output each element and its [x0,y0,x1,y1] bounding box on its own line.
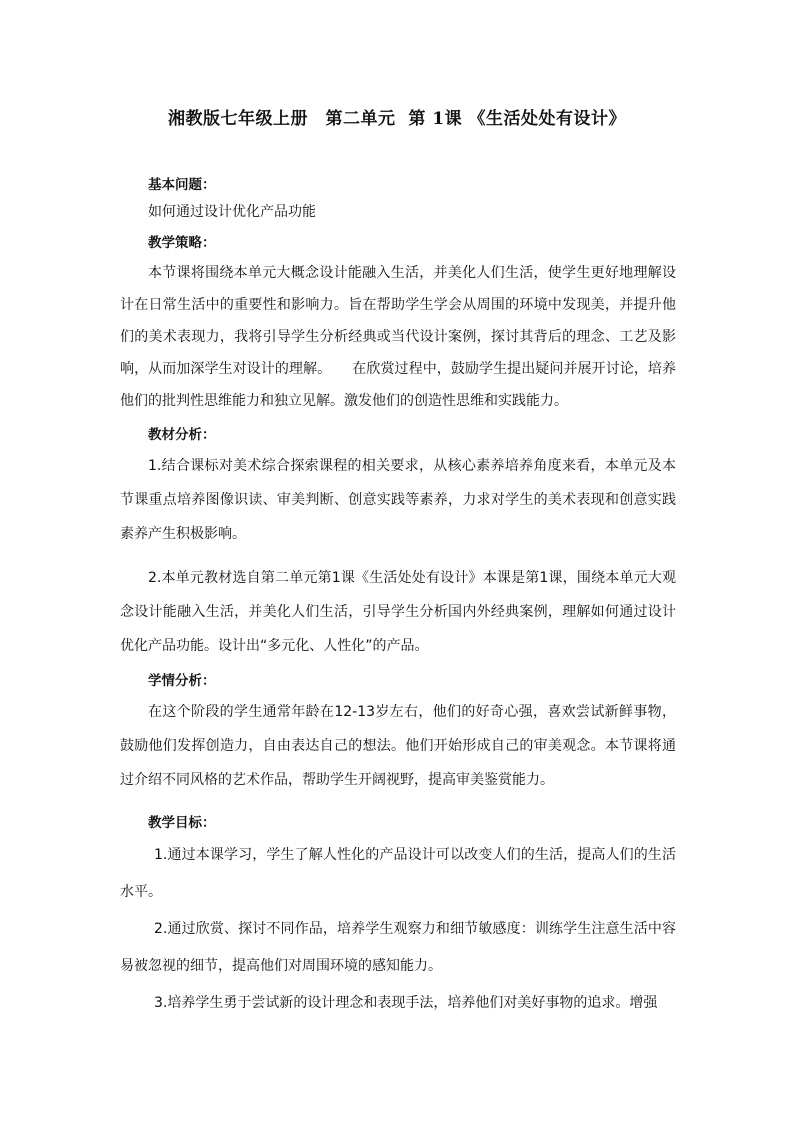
objective-item-1: 1.通过本课学习，学生了解人性化的产品设计可以改变人们的生活，提高人们的生活水平。 [120,847,676,900]
objective-item-2: 2.通过欣赏、探讨不同作品，培养学生观察力和细节敏感度：训练学生注意生活中容易被忽视的细节，提高他们对周围环境的感知能力。 [120,921,676,974]
basic-question-heading: 基本问题： [148,177,216,193]
textbook-analysis-heading: 教材分析： [148,427,216,443]
student-analysis-text: 在这个阶段的学生通常年龄在12-13岁左右，他们的好奇心强，喜欢尝试新鲜事物，鼓励他们发挥创造力，自由表达自己的想法。他们开始形成自己的审美观念。本节课将通过介绍不同风格的艺术作品，帮助学生开阔视野，提高审美鉴赏能力。 [120,704,676,788]
textbook-analysis-paragraph-1: 1.结合课标对美术综合探索课程的相关要求，从核心素养培养角度来看，本单元及本节课重点培养图像识读、审美判断、创意实践等素养，力求对学生的美术表现和创意实践素养产生积极影响。 [120,458,676,542]
textbook-analysis-paragraph-2: 2.本单元教材选自第二单元第1课《生活处处有设计》本课是第1课，围绕本单元大观念设计能融入生活，并美化人们生活，引导学生分析国内外经典案例，理解如何通过设计优化产品功能。设计出“多元化、人性化”的产品。 [120,570,676,654]
document-title: 湘教版七年级上册 第二单元 第 1课 《生活处处有设计》 [167,109,626,129]
basic-question-text: 如何通过设计优化产品功能 [148,204,316,220]
student-analysis-heading: 学情分析： [148,673,216,689]
teaching-objectives-heading: 教学目标： [148,815,216,831]
objective-item-3: 3.培养学生勇于尝试新的设计理念和表现手法，培养他们对美好事物的追求。增强 [154,995,658,1011]
document-body [120,173,676,1022]
teaching-strategy-text: 本节课将围绕本单元大概念设计能融入生活，并美化人们生活，使学生更好地理解设计在日常生活中的重要性和影响力。旨在帮助学生学会从周围的环境中发现美，并提升他们的美术表现力，我将引导学生分析经典或当代设计案例，探讨其背后的理念、工艺及影响，从而加深学生对设计的理解。 在欣赏过程中，鼓励学生提出疑问并展开讨论，培养他们的批判性思维能力和独立见解。激发他们的创造性思维和实践能力。 [120,265,676,409]
teaching-strategy-heading: 教学策略： [148,235,216,251]
